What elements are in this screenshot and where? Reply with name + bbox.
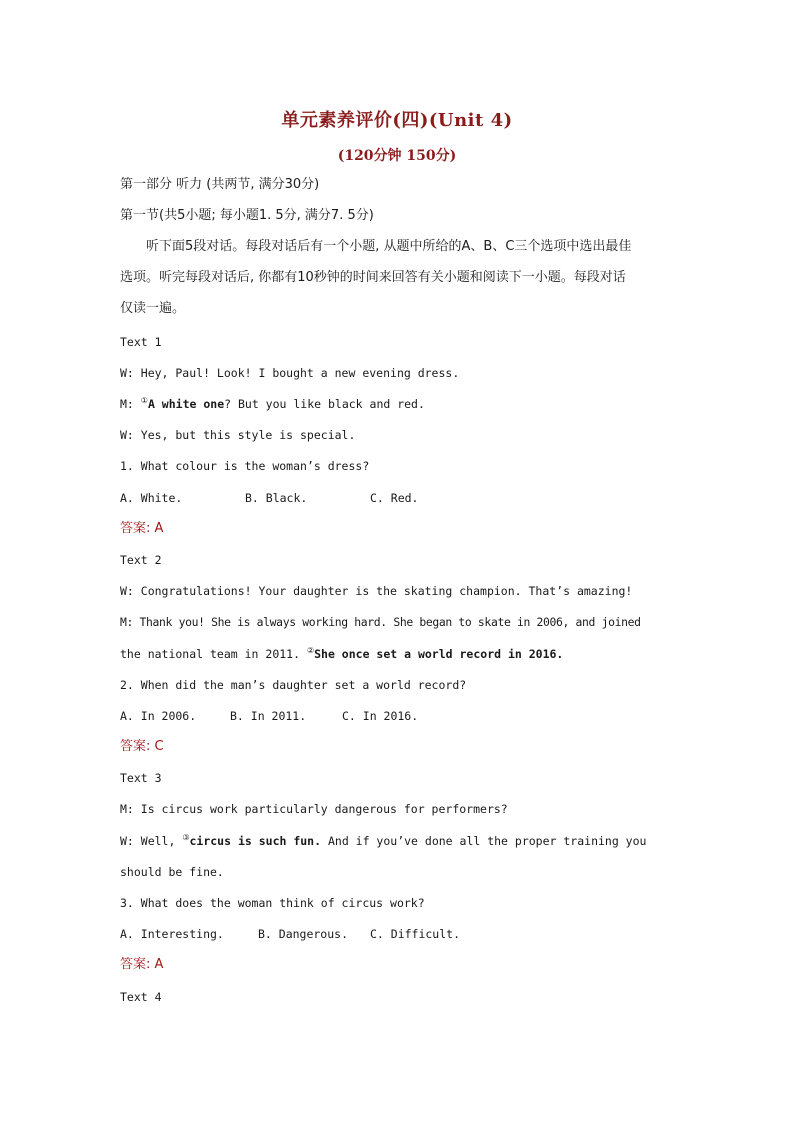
circled-number-marker: ③: [182, 833, 190, 843]
dialogue-line: W: Hey, Paul! Look! I bought a new evening dress.: [120, 366, 460, 380]
answer-label: 答案:: [120, 957, 155, 972]
answer-value: C: [154, 739, 164, 754]
question: 3. What does the woman think of circus work?: [120, 896, 425, 910]
option: B. In 2011.: [230, 709, 307, 723]
instruction-line: 选项。听完每段对话后, 你都有10秒钟的时间来回答有关小题和阅读下一小题。每段对话: [120, 270, 626, 285]
option: B. Dangerous.: [258, 927, 349, 941]
options-row: [120, 708, 418, 724]
dialogue-line: W: Yes, but this style is special.: [120, 428, 356, 442]
option: A. In 2006.: [120, 709, 197, 723]
question: 1. What colour is the woman’s dress?: [120, 459, 370, 473]
page-subtitle: (120分钟 150分): [337, 148, 457, 164]
option: A. Interesting.: [120, 927, 224, 941]
answer-label: 答案:: [120, 739, 155, 754]
answer-line: [120, 957, 163, 973]
answer-value: A: [154, 957, 164, 972]
dialogue-text: ? But you like black and red.: [224, 397, 425, 411]
answer-line: [120, 739, 164, 755]
speaker-prefix: M:: [120, 397, 141, 411]
circled-number-marker: ①: [140, 396, 148, 406]
answer-label: 答案:: [120, 521, 155, 536]
dialogue-text: And if you’ve done all the proper training you: [321, 834, 647, 848]
section-heading: 第一节(共5小题; 每小题1. 5分, 满分7. 5分): [120, 208, 374, 223]
dialogue-line: [120, 833, 646, 849]
option: A. White.: [120, 491, 183, 505]
option: C. In 2016.: [342, 709, 419, 723]
page-title: 单元素养评价(四)(Unit 4): [281, 110, 513, 131]
dialogue-line: M: Thank you! She is always working hard. She began to skate in 2006, and joined: [120, 615, 641, 629]
option: B. Black.: [245, 491, 308, 505]
text-label: Text 1: [120, 335, 162, 349]
dialogue-line: M: Is circus work particularly dangerous for performers?: [120, 802, 508, 816]
text-label: Text 2: [120, 553, 162, 567]
key-phrase: A white one: [147, 397, 225, 411]
dialogue-line: [120, 396, 425, 412]
dialogue-text: the national team in 2011.: [120, 647, 307, 661]
option: C. Red.: [370, 491, 419, 505]
dialogue-line: should be fine.: [120, 865, 224, 879]
instruction-line: 仅读一遍。: [120, 301, 186, 316]
option: C. Difficult.: [370, 927, 461, 941]
dialogue-line: W: Congratulations! Your daughter is the skating champion. That’s amazing!: [120, 584, 633, 598]
part-heading: 第一部分 听力 (共两节, 满分30分): [120, 177, 320, 192]
question: 2. When did the man’s daughter set a world record?: [120, 678, 467, 692]
answer-line: [120, 521, 163, 537]
speaker-prefix: W: Well,: [120, 834, 183, 848]
key-phrase: circus is such fun.: [189, 834, 322, 848]
options-row: [120, 926, 460, 942]
text-label: Text 4: [120, 990, 162, 1004]
dialogue-line: [120, 646, 563, 662]
answer-value: A: [154, 521, 164, 536]
text-label: Text 3: [120, 771, 162, 785]
circled-number-marker: ②: [306, 646, 315, 656]
instruction-line: 听下面5段对话。每段对话后有一个小题, 从题中所给的A、B、C三个选项中选出最佳: [146, 239, 632, 254]
key-phrase: She once set a world record in 2016.: [314, 647, 564, 661]
options-row: [120, 490, 418, 506]
